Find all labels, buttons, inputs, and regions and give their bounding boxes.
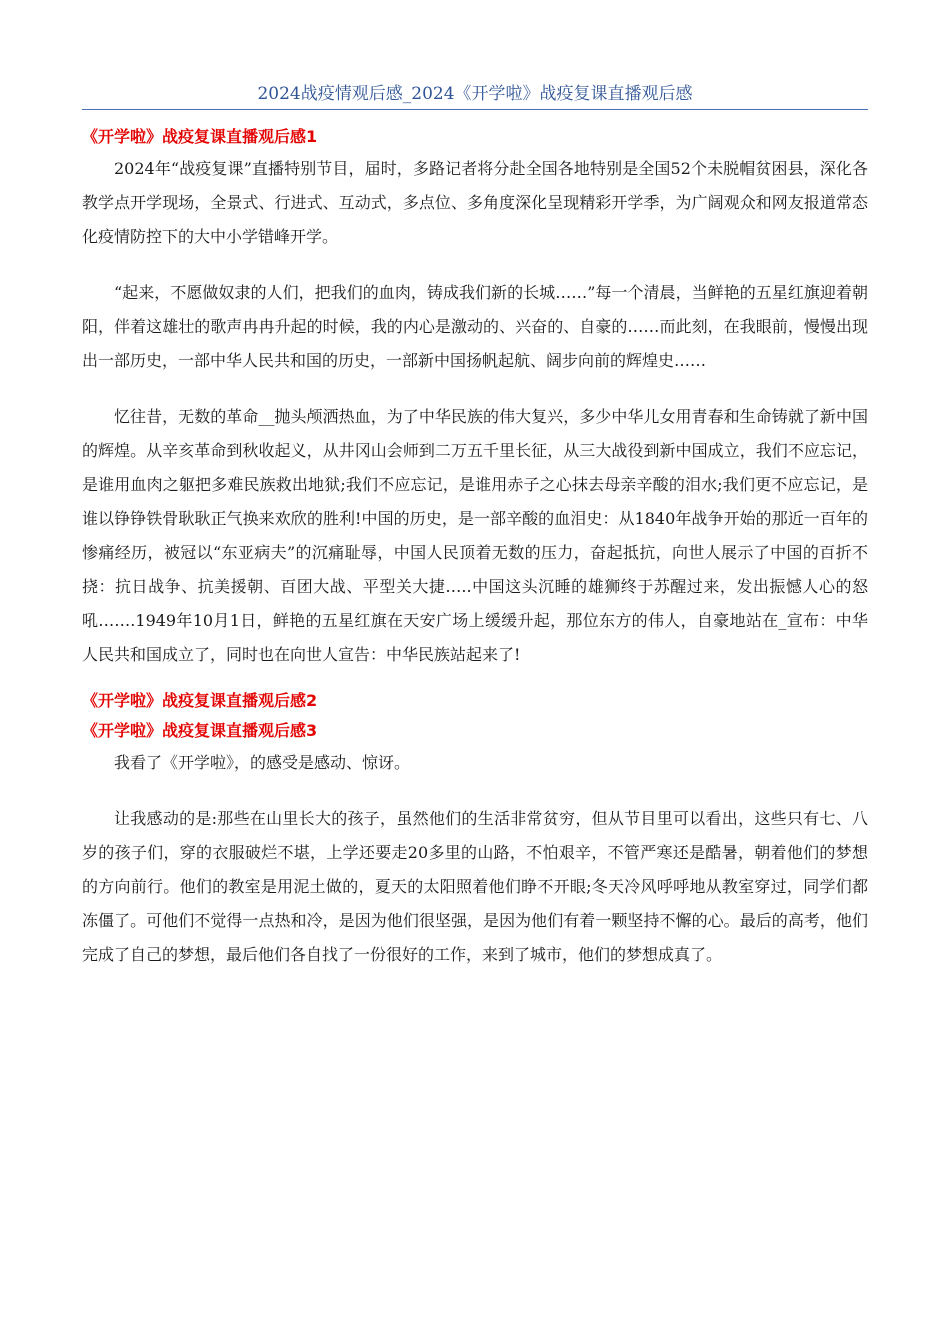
document-body bbox=[82, 122, 868, 972]
section-heading-1: 《开学啦》战疫复课直播观后感1 bbox=[82, 127, 318, 146]
section-heading-3: 《开学啦》战疫复课直播观后感3 bbox=[82, 721, 318, 740]
section-heading-2: 《开学啦》战疫复课直播观后感2 bbox=[82, 691, 318, 710]
paragraph: 让我感动的是:那些在山里长大的孩子，虽然他们的生活非常贫穷，但从节目里可以看出，这些只有七、八岁的孩子们，穿的衣服破烂不堪，上学还要走20多里的山路，不怕艰辛，不管严寒还是酷暑，朝着他们的梦想的方向前行。他们的教室是用泥土做的，夏天的太阳照着他们睁不开眼;冬天冷风呼呼地从教室穿过，同学们都冻僵了。可他们不觉得一点热和冷，是因为他们很坚强，是因为他们有着一颗坚持不懈的心。最后的高考，他们完成了自己的梦想，最后他们各自找了一份很好的工作，来到了城市，他们的梦想成真了。 bbox=[82, 809, 868, 964]
paragraph: “起来，不愿做奴隶的人们，把我们的血肉，铸成我们新的长城……”每一个清晨，当鲜艳的五星红旗迎着朝阳，伴着这雄壮的歌声冉冉升起的时候，我的内心是激动的、兴奋的、自豪的……而此刻，在我眼前，慢慢出现出一部历史，一部中华人民共和国的历史，一部新中国扬帆起航、阔步向前的辉煌史…… bbox=[82, 283, 868, 370]
paragraph: 2024年“战疫复课”直播特别节目，届时，多路记者将分赴全国各地特别是全国52个未脱帽贫困县，深化各教学点开学现场，全景式、行进式、互动式，多点位、多角度深化呈现精彩开学季，为广阔观众和网友报道常态化疫情防控下的大中小学错峰开学。 bbox=[82, 159, 868, 246]
paragraph: 忆往昔，无数的革命__抛头颅洒热血，为了中华民族的伟大复兴，多少中华儿女用青春和生命铸就了新中国的辉煌。从辛亥革命到秋收起义，从井冈山会师到二万五千里长征，从三大战役到新中国成立，我们不应忘记，是谁用血肉之躯把多难民族救出地狱;我们不应忘记，是谁用赤子之心抹去母亲辛酸的泪水;我们更不应忘记，是谁以铮铮铁骨耿耿正气换来欢欣的胜利!中国的历史，是一部辛酸的血泪史：从1840年战争开始的那近一百年的惨痛经历，被冠以“东亚病夫”的沉痛耻辱，中国人民顶着无数的压力，奋起抵抗，向世人展示了中国的百折不挠：抗日战争、抗美援朝、百团大战、平型关大捷…..中国这头沉睡的雄狮终于苏醒过来，发出振憾人心的怒吼…….1949年10月1日，鲜艳的五星红旗在天安广场上缓缓升起，那位东方的伟人，自豪地站在_宣布：中华人民共和国成立了，同时也在向世人宣告：中华民族站起来了! bbox=[82, 407, 868, 664]
title-divider bbox=[82, 109, 868, 110]
document-title: 2024战疫情观后感_2024《开学啦》战疫复课直播观后感 bbox=[257, 84, 693, 104]
paragraph: 我看了《开学啦》，的感受是感动、惊讶。 bbox=[114, 753, 411, 772]
